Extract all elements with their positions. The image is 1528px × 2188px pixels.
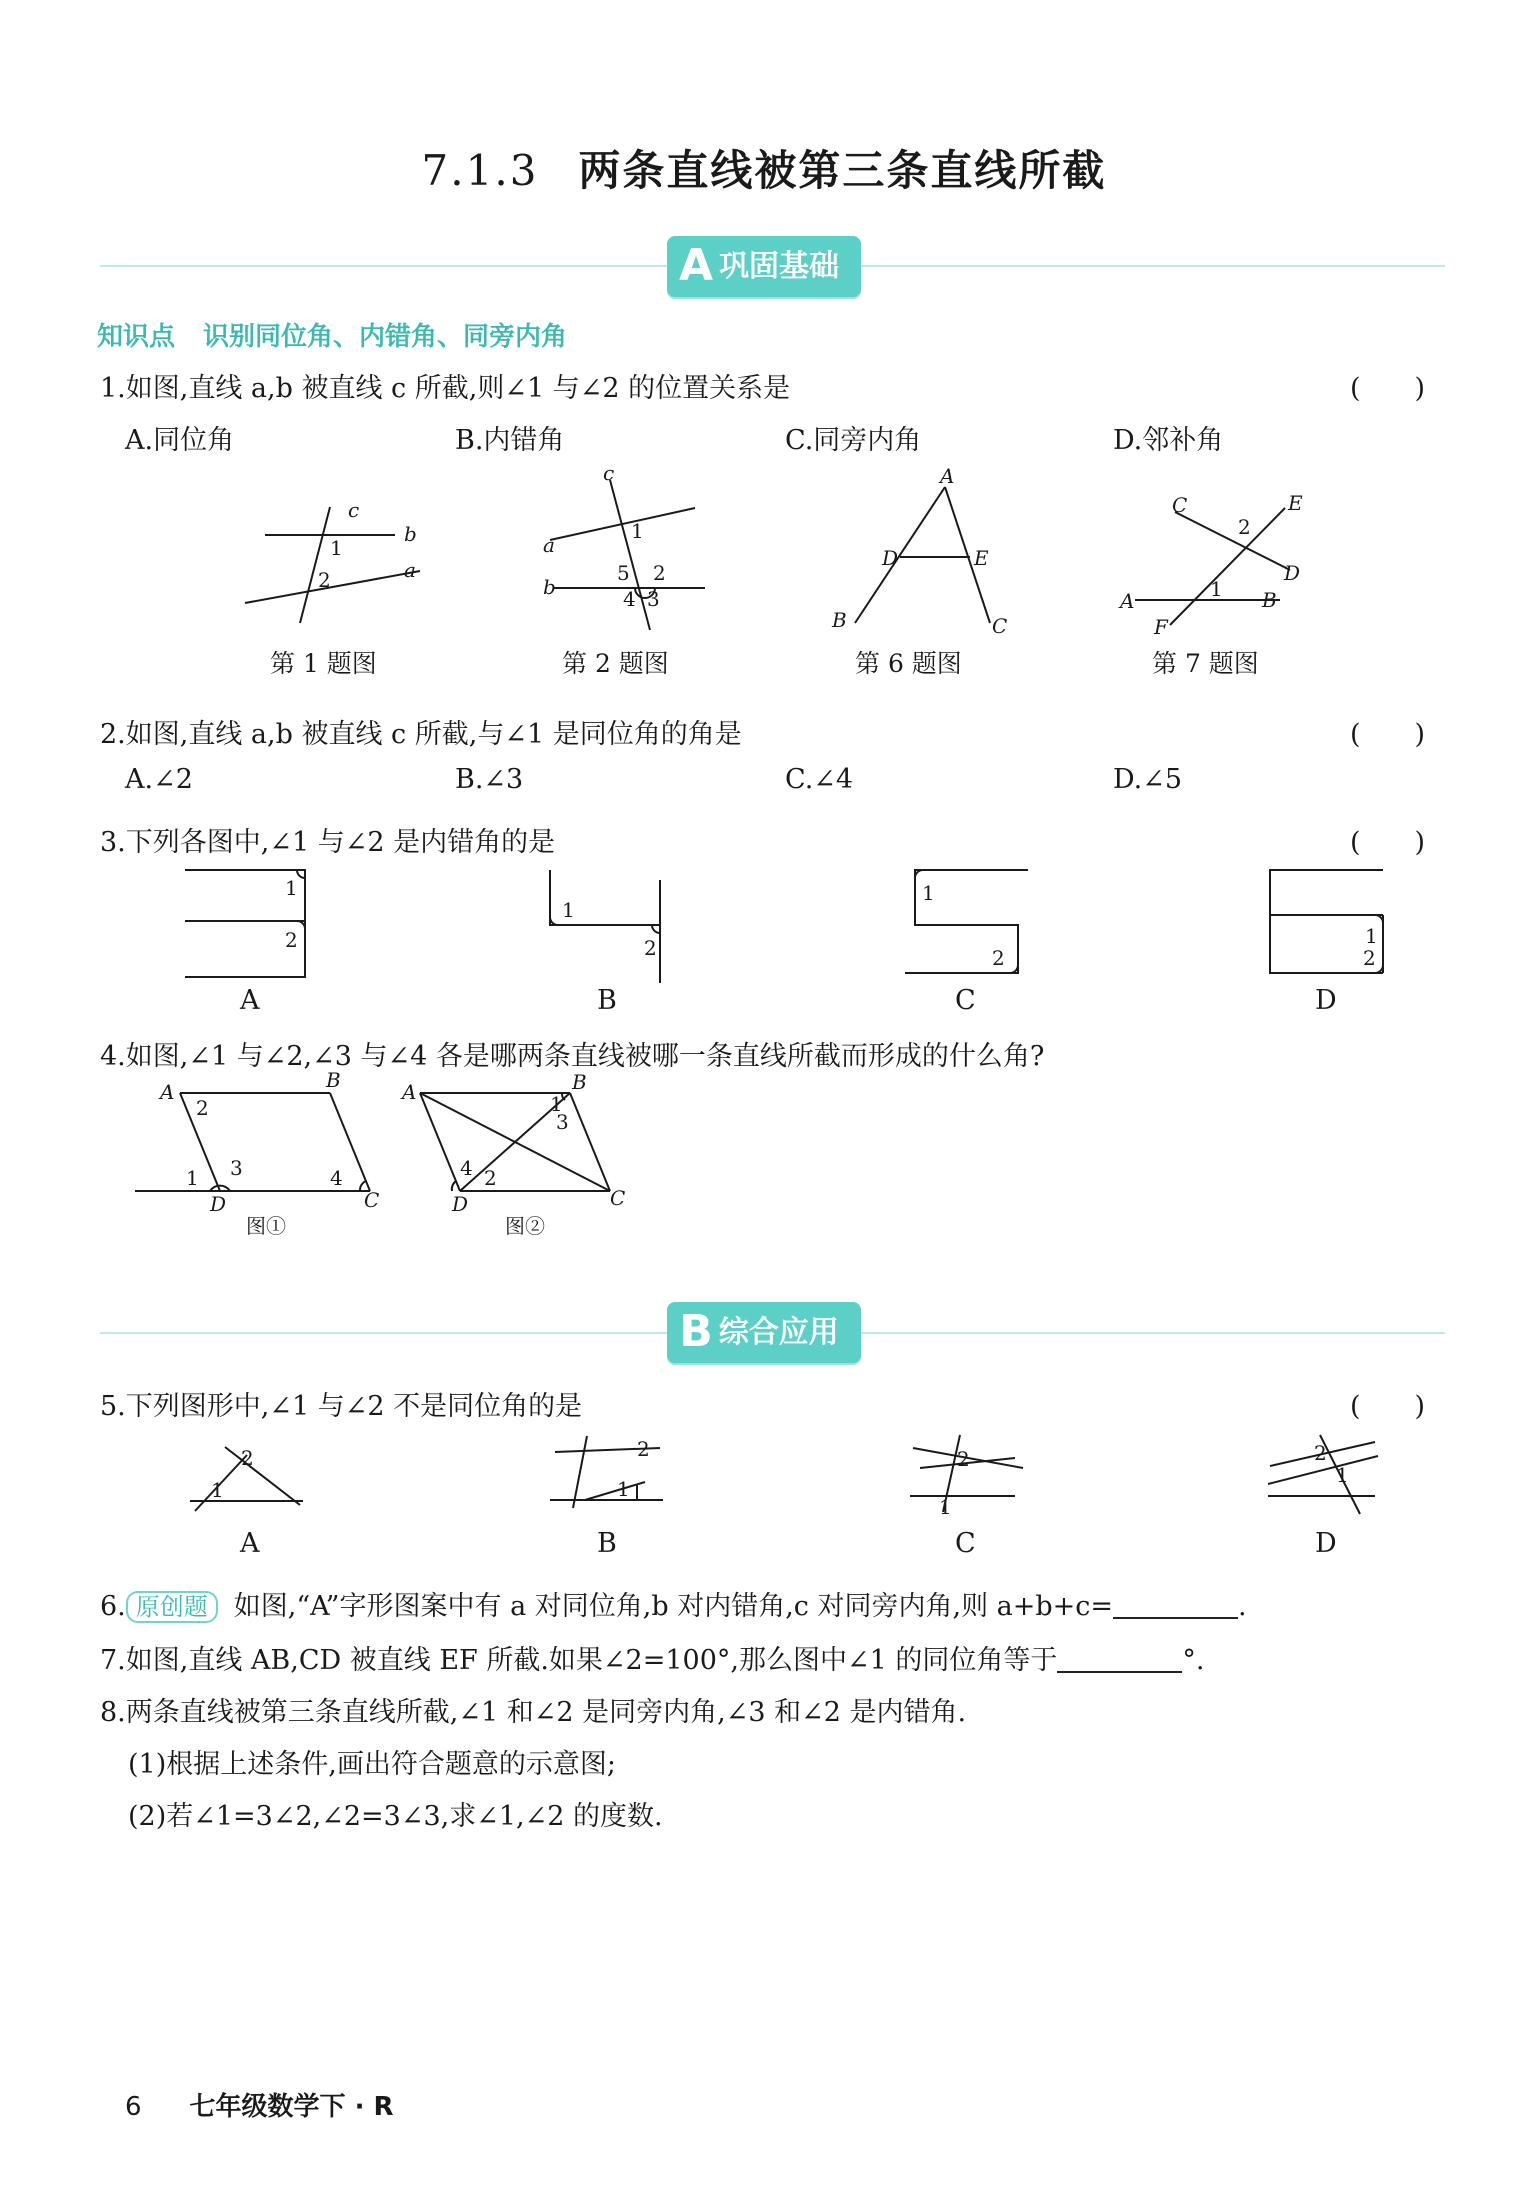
- figure-q5-c: [905, 1430, 1035, 1519]
- svg-text:F: F: [1154, 615, 1168, 639]
- section-b-header: [0, 1302, 1528, 1363]
- svg-text:3: 3: [230, 1156, 243, 1180]
- svg-text:1: 1: [562, 898, 575, 922]
- svg-text:C: C: [992, 614, 1008, 638]
- svg-text:2: 2: [653, 561, 666, 585]
- q5-label-b: B: [597, 1528, 617, 1559]
- figure-q4-2: [400, 1070, 640, 1216]
- svg-text:1: 1: [631, 519, 644, 543]
- answer-bracket-2: ( ): [1350, 719, 1426, 750]
- svg-text:B: B: [326, 1068, 341, 1092]
- svg-text:3: 3: [556, 1110, 569, 1134]
- q5-label-c: C: [955, 1528, 976, 1559]
- question-3: 3.下列各图中,∠1 与∠2 是内错角的是: [100, 827, 556, 858]
- section-title: 两条直线被第三条直线所截: [578, 146, 1107, 195]
- question-8-part-1: (1)根据上述条件,画出符合题意的示意图;: [128, 1749, 616, 1780]
- svg-text:2: 2: [1363, 946, 1376, 970]
- svg-text:B: B: [572, 1070, 587, 1094]
- figure-1-caption: 第 1 题图: [270, 649, 377, 678]
- svg-text:1: 1: [211, 1478, 224, 1502]
- original-question-tag: 原创题: [126, 1591, 218, 1623]
- svg-text:2: 2: [484, 1166, 497, 1190]
- svg-text:a: a: [543, 533, 555, 557]
- q1-option-b: B.内错角: [455, 425, 565, 456]
- svg-text:B: B: [1262, 588, 1277, 612]
- svg-text:A: A: [402, 1080, 417, 1104]
- svg-text:2: 2: [196, 1096, 209, 1120]
- svg-text:b: b: [543, 575, 556, 599]
- question-8: 8.两条直线被第三条直线所截,∠1 和∠2 是同旁内角,∠3 和∠2 是内错角.: [100, 1697, 967, 1728]
- svg-text:2: 2: [285, 928, 298, 952]
- svg-text:1: 1: [617, 1477, 630, 1501]
- section-b-badge: B 综合应用: [667, 1302, 861, 1363]
- svg-text:5: 5: [617, 561, 630, 585]
- figure-q6: [820, 464, 1020, 638]
- figure-q4-1: [130, 1068, 410, 1216]
- svg-text:1: 1: [186, 1166, 199, 1190]
- page-number: 6: [125, 2092, 142, 2122]
- svg-text:c: c: [603, 461, 615, 485]
- svg-text:2: 2: [992, 946, 1005, 970]
- svg-text:C: C: [364, 1188, 380, 1212]
- section-a-badge: A 巩固基础: [667, 236, 861, 297]
- svg-text:D: D: [452, 1192, 469, 1216]
- figure-6-caption: 第 6 题图: [855, 649, 962, 678]
- svg-text:2: 2: [644, 936, 657, 960]
- svg-text:1: 1: [939, 1495, 952, 1519]
- q1-option-c: C.同旁内角: [785, 425, 922, 456]
- figure-q5-b: [545, 1430, 675, 1510]
- section-a-header: [0, 236, 1528, 297]
- svg-text:2: 2: [318, 568, 331, 592]
- svg-text:C: C: [1172, 493, 1188, 517]
- svg-text:c: c: [348, 498, 360, 522]
- q2-option-c: C.∠4: [785, 764, 854, 795]
- svg-text:2: 2: [1238, 515, 1251, 539]
- svg-text:D: D: [210, 1192, 227, 1216]
- q1-option-d: D.邻补角: [1113, 425, 1224, 456]
- figure-q2: [535, 461, 735, 640]
- q5-label-d: D: [1315, 1528, 1337, 1559]
- question-6: 6. 原创题 如图,“A”字形图案中有 a 对同位角,b 对内错角,c 对同旁内角,则 a+b+c= .: [100, 1591, 1247, 1622]
- page-title: [0, 138, 1528, 198]
- svg-text:1: 1: [1336, 1463, 1349, 1487]
- book-title: 七年级数学下 · R: [189, 2092, 394, 2122]
- q6-answer-blank[interactable]: [1113, 1591, 1238, 1619]
- answer-bracket-1: ( ): [1350, 373, 1426, 404]
- svg-text:1: 1: [285, 876, 298, 900]
- question-5: 5.下列图形中,∠1 与∠2 不是同位角的是: [100, 1391, 583, 1422]
- figure-q7: [1120, 490, 1340, 640]
- svg-text:4: 4: [330, 1166, 343, 1190]
- svg-text:1: 1: [330, 536, 343, 560]
- svg-text:1: 1: [550, 1092, 563, 1116]
- q3-label-b: B: [597, 985, 617, 1016]
- q3-label-d: D: [1315, 985, 1337, 1016]
- figure-q3-d: [1265, 865, 1405, 985]
- knowledge-point: 知识点 识别同位角、内错角、同旁内角: [97, 322, 568, 352]
- svg-text:4: 4: [460, 1156, 473, 1180]
- svg-text:D: D: [882, 546, 899, 570]
- figure-q1: [230, 495, 440, 635]
- q5-label-a: A: [240, 1528, 260, 1559]
- svg-text:2: 2: [1314, 1441, 1327, 1465]
- svg-text:2: 2: [637, 1437, 650, 1461]
- question-4: 4.如图,∠1 与∠2,∠3 与∠4 各是哪两条直线被哪一条直线所截而形成的什么角?: [100, 1041, 1045, 1072]
- svg-text:3: 3: [647, 587, 660, 611]
- svg-text:D: D: [1284, 561, 1301, 585]
- question-7: 7.如图,直线 AB,CD 被直线 EF 所截.如果∠2=100°,那么图中∠1 的同位角等于 °.: [100, 1645, 1205, 1676]
- svg-text:A: A: [940, 464, 955, 488]
- svg-text:2: 2: [957, 1447, 970, 1471]
- answer-bracket-5: ( ): [1350, 1391, 1426, 1422]
- figure-q4-2-caption: 图②: [505, 1214, 545, 1238]
- svg-text:C: C: [610, 1186, 626, 1210]
- svg-text:1: 1: [1365, 924, 1378, 948]
- svg-text:E: E: [1288, 491, 1303, 515]
- section-number: 7.1.3: [421, 146, 539, 195]
- svg-text:B: B: [832, 608, 847, 632]
- figure-2-caption: 第 2 题图: [562, 649, 669, 678]
- svg-text:4: 4: [623, 587, 636, 611]
- svg-text:A: A: [1120, 589, 1135, 613]
- page-footer: [125, 2086, 394, 2123]
- figure-q3-b: [540, 865, 680, 985]
- svg-text:2: 2: [241, 1446, 254, 1470]
- svg-text:b: b: [404, 522, 417, 546]
- q3-label-c: C: [955, 985, 976, 1016]
- q2-option-b: B.∠3: [455, 764, 524, 795]
- answer-bracket-3: ( ): [1350, 827, 1426, 858]
- q7-answer-blank[interactable]: [1057, 1645, 1182, 1673]
- figure-q3-a: [180, 865, 330, 985]
- svg-text:a: a: [404, 558, 416, 582]
- q1-option-a: A.同位角: [125, 425, 235, 456]
- svg-text:1: 1: [1210, 577, 1223, 601]
- question-1: 1.如图,直线 a,b 被直线 c 所截,则∠1 与∠2 的位置关系是: [100, 373, 791, 404]
- figure-q4-1-caption: 图①: [246, 1214, 286, 1238]
- question-2: 2.如图,直线 a,b 被直线 c 所截,与∠1 是同位角的角是: [100, 719, 742, 750]
- figure-7-caption: 第 7 题图: [1152, 649, 1259, 678]
- svg-text:A: A: [160, 1080, 175, 1104]
- question-8-part-2: (2)若∠1=3∠2,∠2=3∠3,求∠1,∠2 的度数.: [128, 1801, 663, 1832]
- q3-label-a: A: [240, 985, 260, 1016]
- svg-text:1: 1: [922, 881, 935, 905]
- q2-option-d: D.∠5: [1113, 764, 1183, 795]
- figure-q3-c: [900, 865, 1040, 985]
- svg-text:E: E: [974, 546, 989, 570]
- q2-option-a: A.∠2: [125, 764, 193, 795]
- figure-q5-a: [185, 1435, 315, 1515]
- figure-q5-d: [1260, 1430, 1390, 1515]
